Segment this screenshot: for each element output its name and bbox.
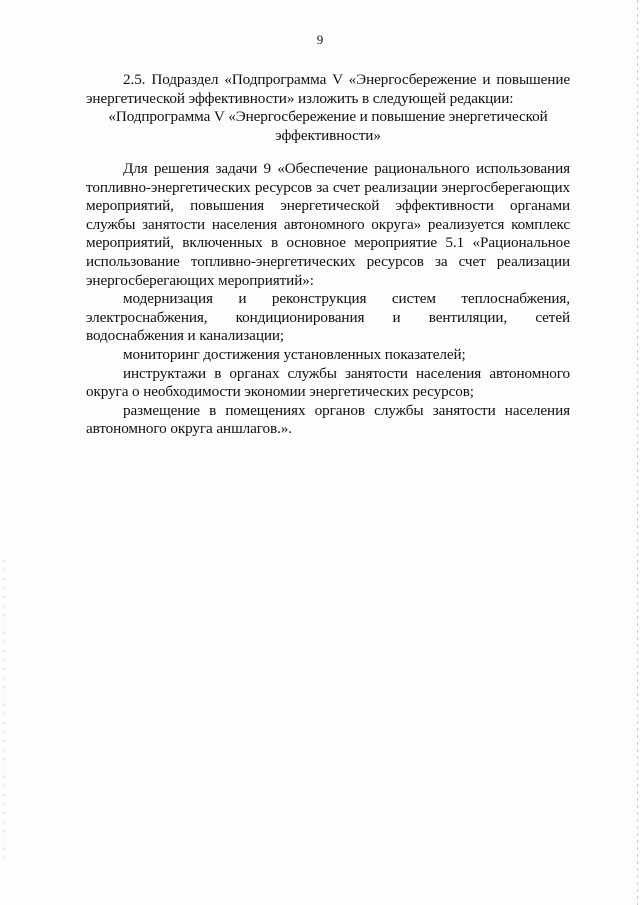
scan-edge-right [637,0,638,905]
scan-edge-left [4,560,5,860]
body-paragraph-placement: размещение в помещениях органов службы занятости населения автономного округа аншлагов.». [86,401,570,438]
subprogram-heading: «Подпрограмма V «Энергосбережение и повышение энергетической эффективности» [108,108,548,144]
body-paragraph-briefings: инструктажи в органах службы занятости населения автономного округа о необходимости экономии энергетических ресурсов; [86,364,570,401]
body-paragraph-modernization: модернизация и реконструкция систем теплоснабжения, электроснабжения, кондиционирования и вентиляции, сетей водоснабжения и канализации; [86,290,570,345]
page-number: 9 [316,32,324,47]
section-block [86,71,570,145]
body-paragraph-monitoring: мониторинг достижения установленных показателей; [123,345,466,363]
body-paragraph-task: Для решения задачи 9 «Обеспечение рационального использования топливно-энергетических ресурсов за счет реализации энергосберегающих мероприятий, повышения энергетической эффективности органами службы занятости населения автономного округа» реализуется комплекс мероприятий, включенных в основное мероприятие 5.1 «Рациональное использование топливно-энергетических ресурсов за счет реализации энергосберегающих мероприятий»: [86,160,570,289]
body-block [86,160,570,439]
section-intro: 2.5. Подраздел «Подпрограмма V «Энергосбережение и повышение энергетической эффективности» изложить в следующей редакции: [86,71,570,107]
